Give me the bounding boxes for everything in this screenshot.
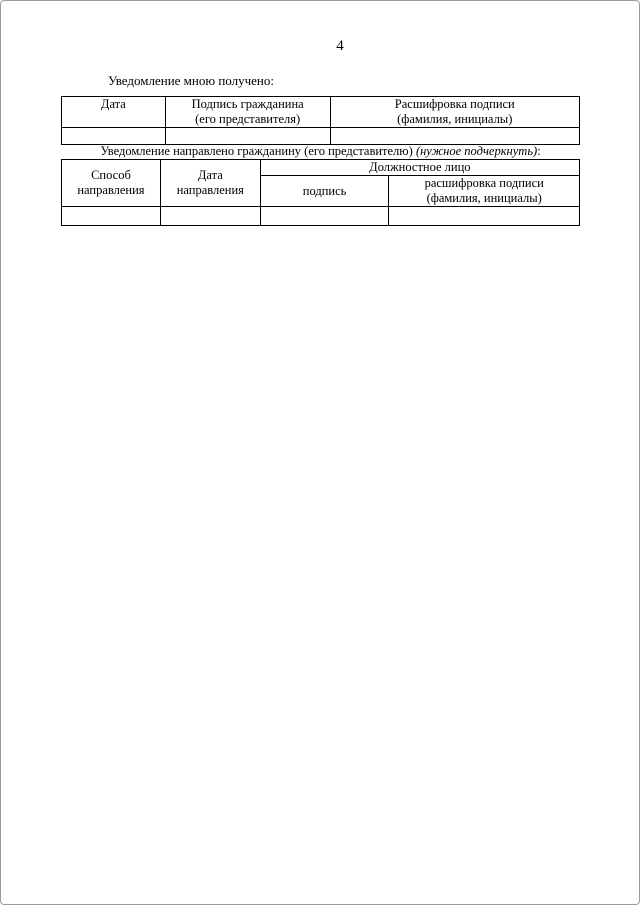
table-header-row — [62, 160, 580, 176]
header-signature-line1: Подпись гражданина — [191, 97, 304, 111]
sent-table — [61, 159, 580, 226]
header-send-date — [160, 160, 260, 207]
header-send-date-line2: направления — [176, 183, 244, 197]
header-official-signature-label: подпись — [302, 183, 347, 198]
cell-signature[interactable] — [165, 128, 330, 145]
cell-official-decoding[interactable] — [389, 207, 580, 226]
header-official — [260, 160, 579, 176]
header-signature-line2: (его представителя) — [195, 112, 301, 126]
header-signature — [165, 97, 330, 128]
page-number: 4 — [336, 38, 344, 54]
header-official-label: Должностное лицо — [369, 160, 471, 174]
received-table — [61, 96, 580, 145]
header-decoding-line2: (фамилия, инициалы) — [397, 112, 513, 126]
header-method-line1: Способ — [91, 168, 131, 182]
header-method-line2: направления — [77, 183, 145, 197]
header-official-decoding — [389, 176, 580, 207]
sent-heading — [61, 144, 580, 159]
table-header-row — [62, 97, 580, 128]
header-date — [62, 97, 166, 128]
sent-heading-colon: : — [537, 144, 541, 158]
header-official-signature — [260, 176, 389, 207]
header-official-decoding-line2: (фамилия, инициалы) — [426, 191, 542, 205]
table-row — [62, 207, 580, 226]
table-row — [62, 128, 580, 145]
cell-method[interactable] — [62, 207, 161, 226]
cell-send-date[interactable] — [160, 207, 260, 226]
cell-date[interactable] — [62, 128, 166, 145]
header-official-decoding-line1: расшифровка подписи — [424, 176, 544, 190]
sent-heading-text: Уведомление направлено гражданину (его представителю) — [100, 144, 413, 158]
cell-decoding[interactable] — [330, 128, 579, 145]
header-method — [62, 160, 161, 207]
header-date-label: Дата — [100, 97, 126, 111]
received-intro: Уведомление мною получено: — [108, 73, 274, 88]
cell-official-signature[interactable] — [260, 207, 389, 226]
header-decoding-line1: Расшифровка подписи — [394, 97, 515, 111]
sent-heading-note: (нужное подчеркнуть) — [415, 144, 538, 158]
header-send-date-line1: Дата — [197, 168, 223, 182]
header-decoding — [330, 97, 579, 128]
